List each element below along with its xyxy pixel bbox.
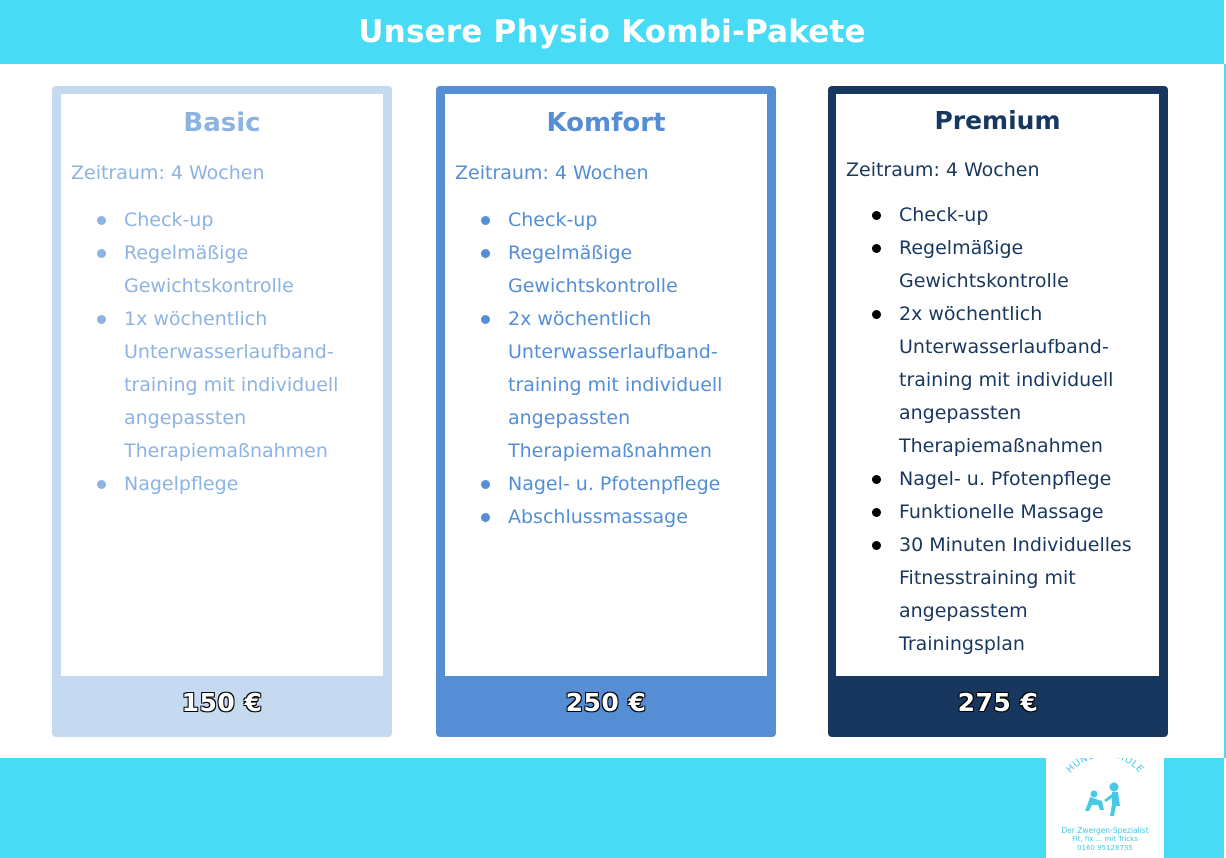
logo-tagline: Der Zwergen-Spezialist <box>1061 826 1149 835</box>
feature-item <box>899 298 1159 463</box>
feature-item <box>508 204 767 237</box>
bullet-icon <box>97 216 106 225</box>
package-body <box>836 94 1159 676</box>
feature-list <box>445 204 767 534</box>
dog-trainer-icon <box>1046 758 1164 828</box>
bullet-icon <box>481 249 490 258</box>
bullet-icon <box>481 480 490 489</box>
bullet-icon <box>97 315 106 324</box>
package-price: 150 € <box>181 688 263 717</box>
logo-phone: 0160 95128735 <box>1077 844 1133 852</box>
package-card-basic <box>52 86 392 737</box>
feature-item <box>124 303 383 468</box>
feature-text: Regelmäßige Gewichtskontrolle <box>124 242 294 297</box>
feature-item <box>899 199 1159 232</box>
feature-text: Nagel- u. Pfotenpflege <box>508 473 721 495</box>
bullet-icon <box>872 244 881 253</box>
bullet-icon <box>481 315 490 324</box>
feature-text: Check-up <box>899 204 989 226</box>
package-title: Basic <box>183 108 261 138</box>
bullet-icon <box>872 211 881 220</box>
feature-text: Regelmäßige Gewichtskontrolle <box>899 237 1069 292</box>
feature-text: Nagel- u. Pfotenpflege <box>899 468 1112 490</box>
package-title: Premium <box>934 106 1061 135</box>
feature-text: 30 Minuten Individuelles Fitnesstraining mit angepasstem Trainingsplan <box>899 534 1132 655</box>
logo-slogan: Fit, fix ... mit Tricks <box>1072 835 1138 843</box>
package-card-premium <box>828 86 1168 737</box>
package-body <box>61 94 383 676</box>
feature-text: Regelmäßige Gewichtskontrolle <box>508 242 678 297</box>
feature-item <box>899 232 1159 298</box>
bullet-icon <box>97 249 106 258</box>
header-banner <box>0 0 1224 64</box>
feature-list <box>836 199 1159 661</box>
package-card-komfort <box>436 86 776 737</box>
feature-item <box>124 237 383 303</box>
package-period: Zeitraum: 4 Wochen <box>455 162 649 184</box>
feature-text: 1x wöchentlich Unterwasserlaufband-training mit individuell angepassten Therapiemaßnahmen <box>124 308 339 462</box>
feature-text: 2x wöchentlich Unterwasserlaufband-training mit individuell angepassten Therapiemaßnahmen <box>899 303 1114 457</box>
package-price: 250 € <box>565 688 647 717</box>
bullet-icon <box>481 513 490 522</box>
bullet-icon <box>872 508 881 517</box>
page-title: Unsere Physio Kombi-Pakete <box>358 14 866 50</box>
feature-text: Nagelpflege <box>124 473 239 495</box>
feature-text: 2x wöchentlich Unterwasserlaufband-training mit individuell angepassten Therapiemaßnahmen <box>508 308 723 462</box>
feature-text: Abschlussmassage <box>508 506 688 528</box>
feature-item <box>899 529 1159 661</box>
logo-text-block <box>1046 826 1164 853</box>
feature-text: Check-up <box>508 209 598 231</box>
feature-text: Funktionelle Massage <box>899 501 1104 523</box>
feature-item <box>508 303 767 468</box>
feature-item <box>124 468 383 501</box>
feature-text: Check-up <box>124 209 214 231</box>
bullet-icon <box>872 310 881 319</box>
package-price: 275 € <box>957 688 1039 717</box>
feature-list <box>61 204 383 501</box>
feature-item <box>899 463 1159 496</box>
logo-arc-text: HUN ULE <box>1064 758 1146 776</box>
feature-item <box>508 468 767 501</box>
hundeschule-logo <box>1046 758 1164 858</box>
bullet-icon <box>97 480 106 489</box>
feature-item <box>899 496 1159 529</box>
feature-item <box>508 501 767 534</box>
feature-item <box>124 204 383 237</box>
feature-item <box>508 237 767 303</box>
package-period: Zeitraum: 4 Wochen <box>846 159 1040 181</box>
package-body <box>445 94 767 676</box>
package-period: Zeitraum: 4 Wochen <box>71 162 265 184</box>
package-title: Komfort <box>546 108 666 138</box>
bullet-icon <box>481 216 490 225</box>
footer-banner <box>0 758 1224 858</box>
bullet-icon <box>872 541 881 550</box>
svg-text:HUNDESCHULE <box>1064 758 1145 775</box>
bullet-icon <box>872 475 881 484</box>
